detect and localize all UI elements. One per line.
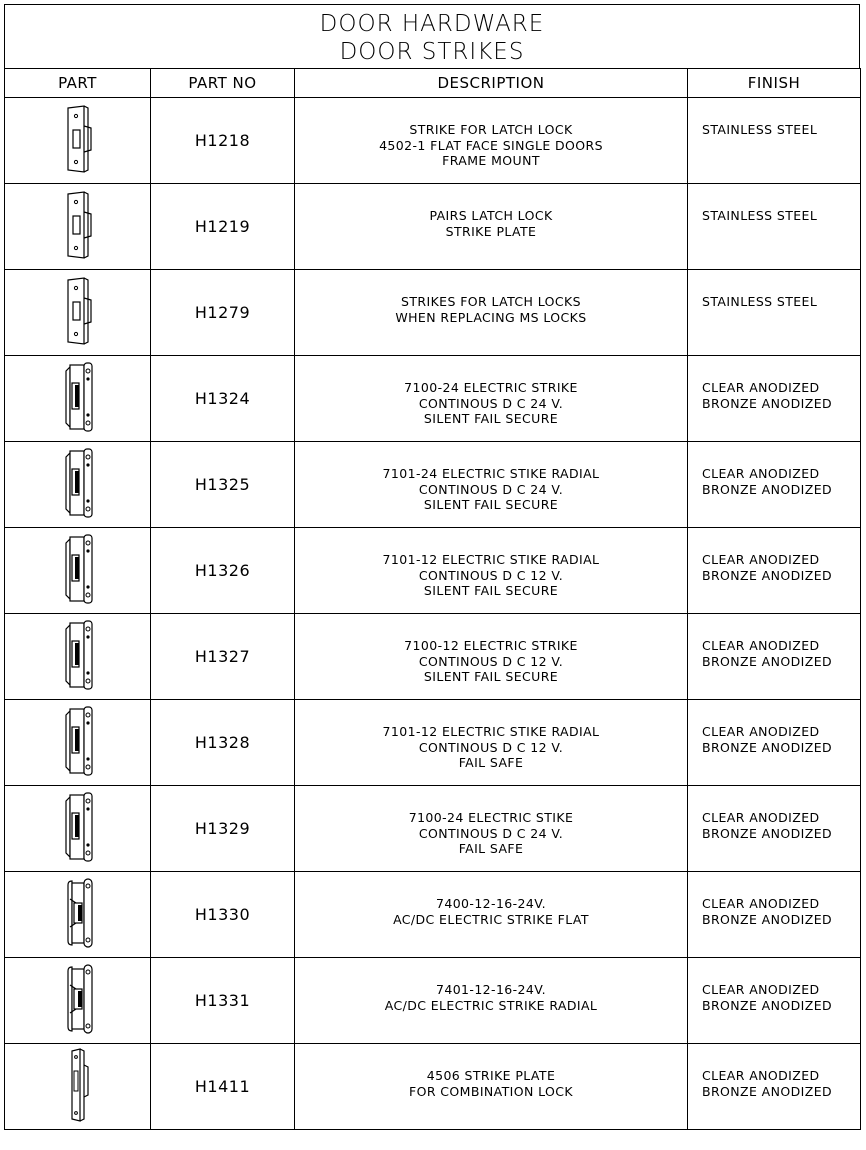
table-row (5, 872, 861, 958)
description-line: 7101-12 ELECTRIC STIKE RADIAL (382, 552, 600, 567)
part-image-cell (5, 614, 151, 700)
part-description (295, 700, 688, 786)
part-number: H1327 (151, 614, 295, 700)
finish-line: CLEAR ANODIZED (702, 552, 820, 567)
header-finish: FINISH (688, 69, 861, 98)
description-line: FOR COMBINATION LOCK (409, 1083, 573, 1099)
part-number: H1324 (151, 356, 295, 442)
part-image-cell (5, 184, 151, 270)
part-finish (688, 184, 861, 270)
part-number: H1279 (151, 270, 295, 356)
part-description (295, 1044, 688, 1130)
description-line: 7100-24 ELECTRIC STRIKE (404, 380, 578, 395)
part-image-cell (5, 700, 151, 786)
table-row (5, 270, 861, 356)
electric-strike-icon (56, 590, 100, 609)
part-image-cell (5, 356, 151, 442)
title-line-2: DOOR STRIKES (339, 39, 525, 65)
description-line: CONTINOUS D C 12 V. (418, 567, 564, 583)
part-number: H1329 (151, 786, 295, 872)
table-row (5, 958, 861, 1044)
part-image-cell (5, 786, 151, 872)
description-line: FRAME MOUNT (442, 153, 540, 168)
table-row (5, 1044, 861, 1130)
part-finish (688, 442, 861, 528)
description-line: 4502-1 FLAT FACE SINGLE DOORS (379, 137, 603, 153)
part-finish (688, 356, 861, 442)
description-line: 7100-24 ELECTRIC STIKE (408, 810, 574, 825)
part-image-cell (5, 98, 151, 184)
table-row (5, 184, 861, 270)
part-finish (688, 614, 861, 700)
description-line: 4506 STRIKE PLATE (426, 1068, 556, 1083)
part-image-cell (5, 270, 151, 356)
description-line: SILENT FAIL SECURE (423, 497, 559, 512)
electric-strike-icon (56, 676, 100, 695)
part-image-cell (5, 958, 151, 1044)
strike-plate-icon (58, 331, 98, 350)
part-number: H1411 (151, 1044, 295, 1130)
finish-line: BRONZE ANODIZED (702, 997, 833, 1013)
description-line: FAIL SAFE (458, 841, 524, 856)
part-finish (688, 786, 861, 872)
part-description (295, 184, 688, 270)
electric-strike-icon (56, 418, 100, 437)
description-line: STRIKES FOR LATCH LOCKS (401, 294, 581, 309)
description-line: SILENT FAIL SECURE (423, 411, 559, 426)
part-description (295, 356, 688, 442)
description-line: STRIKE PLATE (445, 223, 537, 239)
description-line: SILENT FAIL SECURE (423, 669, 559, 684)
description-line: AC/DC ELECTRIC STRIKE RADIAL (384, 997, 598, 1013)
acdc-strike-icon (56, 934, 100, 953)
part-finish (688, 270, 861, 356)
header-part-no: PART NO (151, 69, 295, 98)
description-line: SILENT FAIL SECURE (423, 583, 559, 598)
description-line: 7100-12 ELECTRIC STRIKE (404, 638, 578, 653)
part-description (295, 958, 688, 1044)
part-number: H1325 (151, 442, 295, 528)
finish-line: BRONZE ANODIZED (702, 481, 833, 497)
part-number: H1326 (151, 528, 295, 614)
description-line: CONTINOUS D C 24 V. (418, 395, 564, 411)
door-strikes-sheet (4, 4, 860, 1139)
part-image-cell (5, 872, 151, 958)
description-line: AC/DC ELECTRIC STRIKE FLAT (393, 911, 589, 927)
part-finish (688, 528, 861, 614)
description-line: 7101-24 ELECTRIC STIKE RADIAL (382, 466, 600, 481)
part-number: H1218 (151, 98, 295, 184)
description-line: CONTINOUS D C 12 V. (418, 739, 564, 755)
table-row (5, 614, 861, 700)
part-number: H1328 (151, 700, 295, 786)
electric-strike-icon (56, 504, 100, 523)
part-image-cell (5, 528, 151, 614)
part-number: H1331 (151, 958, 295, 1044)
title-block (4, 4, 860, 68)
table-row (5, 356, 861, 442)
strike-plate-icon (58, 245, 98, 264)
part-description (295, 872, 688, 958)
part-number: H1330 (151, 872, 295, 958)
finish-line: CLEAR ANODIZED (702, 982, 820, 997)
finish-line: CLEAR ANODIZED (702, 810, 820, 825)
strike-plate-icon (58, 159, 98, 178)
table-row (5, 528, 861, 614)
part-finish (688, 700, 861, 786)
finish-line: CLEAR ANODIZED (702, 1068, 820, 1083)
finish-line: BRONZE ANODIZED (702, 739, 833, 755)
table-row (5, 786, 861, 872)
finish-line: CLEAR ANODIZED (702, 896, 820, 911)
table-row (5, 442, 861, 528)
finish-line: BRONZE ANODIZED (702, 911, 833, 927)
description-line: 7400-12-16-24V. (436, 896, 546, 911)
table-row (5, 700, 861, 786)
part-description (295, 614, 688, 700)
part-finish (688, 958, 861, 1044)
acdc-strike-icon (56, 1020, 100, 1039)
finish-line: CLEAR ANODIZED (702, 638, 820, 653)
description-line: STRIKE FOR LATCH LOCK (409, 122, 573, 137)
part-description (295, 442, 688, 528)
title-line-1: DOOR HARDWARE (319, 11, 545, 37)
finish-line: BRONZE ANODIZED (702, 653, 833, 669)
finish-line: CLEAR ANODIZED (702, 380, 820, 395)
finish-line: BRONZE ANODIZED (702, 1083, 833, 1099)
finish-line: BRONZE ANODIZED (702, 567, 833, 583)
electric-strike-icon (56, 848, 100, 867)
part-image-cell (5, 1044, 151, 1130)
part-description (295, 786, 688, 872)
part-number: H1219 (151, 184, 295, 270)
finish-line: STAINLESS STEEL (702, 122, 818, 137)
description-line: CONTINOUS D C 24 V. (418, 825, 564, 841)
finish-line: CLEAR ANODIZED (702, 724, 820, 739)
part-description (295, 98, 688, 184)
header-part: PART (5, 69, 151, 98)
finish-line: BRONZE ANODIZED (702, 825, 833, 841)
finish-line: CLEAR ANODIZED (702, 466, 820, 481)
part-finish (688, 872, 861, 958)
description-line: FAIL SAFE (458, 755, 524, 770)
description-line: CONTINOUS D C 12 V. (418, 653, 564, 669)
parts-table (4, 68, 861, 1130)
part-description (295, 528, 688, 614)
finish-line: STAINLESS STEEL (702, 294, 818, 309)
description-line: CONTINOUS D C 24 V. (418, 481, 564, 497)
description-line: WHEN REPLACING MS LOCKS (395, 309, 587, 325)
part-image-cell (5, 442, 151, 528)
part-finish (688, 98, 861, 184)
table-row (5, 98, 861, 184)
header-description: DESCRIPTION (295, 69, 688, 98)
long-strike-plate-icon (60, 1108, 96, 1127)
part-description (295, 270, 688, 356)
description-line: 7401-12-16-24V. (436, 982, 546, 997)
finish-line: BRONZE ANODIZED (702, 395, 833, 411)
electric-strike-icon (56, 762, 100, 781)
finish-line: STAINLESS STEEL (702, 208, 818, 223)
description-line: 7101-12 ELECTRIC STIKE RADIAL (382, 724, 600, 739)
part-finish (688, 1044, 861, 1130)
table-header-row (5, 69, 861, 98)
description-line: PAIRS LATCH LOCK (429, 208, 553, 223)
